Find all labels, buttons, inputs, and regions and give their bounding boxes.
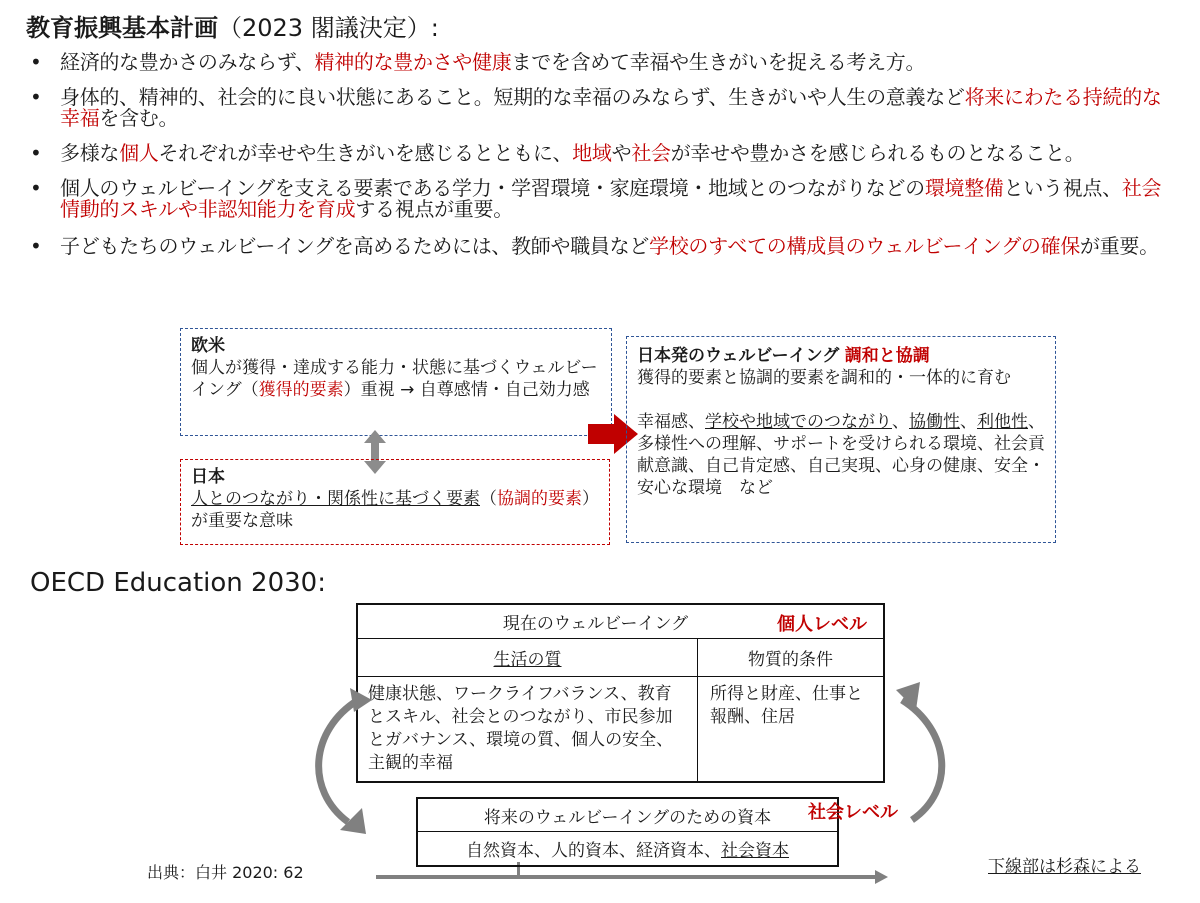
quality-of-life-items: 健康状態、ワークライフバランス、教育とスキル、社会とのつながり、市民参加とガバナンス、環境の質、個人の安全、主観的幸福 [358,677,698,781]
text-segment: 協働性 [909,412,960,432]
future-capital-header: 将来のウェルビーイングのための資本 [418,799,837,832]
text-segment: 利他性 [977,412,1028,432]
page-title [26,8,439,43]
text-segment: 地域 [572,141,612,165]
text-segment: を含む。 [99,106,179,130]
future-capital-table [416,797,839,867]
text-segment: という視点、 [1003,176,1122,200]
social-capital: 社会資本 [721,841,789,861]
western-description: 個人が獲得・達成する能力・状態に基づくウェルビーイング（獲得的要素）重視 → 自尊感情・自己効力感 [191,358,598,400]
material-conditions-header: 物質的条件 [698,639,883,677]
text-segment: 個人のウェルビーイングを支える要素である学力・学習環境・家庭環境・地域とのつながりなどの [60,176,925,200]
underline-note: 下線部は杉森による [988,857,1141,877]
text-segment: 多様な [60,141,120,165]
text-segment: 、 [960,412,977,432]
japan-origin-line: 獲得的要素と協調的要素を調和的・一体的に育む [637,368,1011,388]
text-segment: 子どもたちのウェルビーイングを高めるためには、教師や職員など [60,234,649,258]
bullet-item [30,52,1180,73]
bullet-item [30,87,1180,129]
text-segment: までを含めて幸福や生きがいを捉える考え方。 [511,50,926,74]
text-segment: それぞれが幸せや生きがいを感じるとともに、 [158,141,573,165]
quality-of-life-header: 生活の質 [358,639,698,677]
social-level-label: 社会レベル [808,802,898,823]
text-segment: 環境整備 [924,176,1004,200]
harmony-cooperation-label: 調和と協調 [844,346,930,366]
bullet-item [30,236,1180,257]
capital-list: 自然資本、人的資本、経済資本、 社会資本 [418,832,837,865]
title-suffix: （2023 閣議決定）: [218,14,439,42]
western-wellbeing-box [180,328,612,436]
japan-origin-heading: 日本発のウェルビーイング 調和と協調 [637,346,930,366]
text-segment: 、多様性への理解、サポートを受けられる環境、社会貢献意識、自己肯定感、自己実現、心身の健康、安全・安心な環境 など [637,412,1045,498]
text-segment: が幸せや豊かさを感じられるものとなること。 [670,141,1085,165]
text-segment: が重要。 [1080,234,1159,258]
text-segment: 社会 [631,141,671,165]
text-segment: する視点が重要。 [355,197,513,221]
text-segment: 学校のすべての構成員のウェルビーイングの確保 [649,234,1080,258]
western-heading: 欧米 [191,336,225,356]
material-conditions-items: 所得と財産、仕事と報酬、住居 [710,684,863,727]
bullet-item [30,178,1180,220]
japan-origin-list [637,411,1045,499]
bullet-item [30,143,1180,164]
acquisitive-element: 獲得的要素 [258,380,344,400]
text-segment: 、 [892,412,909,432]
title-main: 教育振興基本計画 [26,14,218,42]
japan-origin-wellbeing-box [626,336,1056,543]
oecd-title: OECD Education 2030: [30,568,326,598]
japan-description: 人とのつながり・関係性に基づく要素（協調的要素）が重要な意味 [191,489,599,531]
source-citation: 出典：白井 2020: 62 [147,863,304,882]
japan-heading: 日本 [191,467,225,487]
text-segment: 学校や地域でのつながり [705,412,892,432]
text-segment: 将来にわたる持続的な幸福 [60,85,1162,130]
text-segment: や [611,141,632,165]
bullet-list [30,52,1180,257]
text-segment: 社会情動的スキルや非認知能力を育成 [60,176,1162,221]
text-segment: 身体的、精神的、社会的に良い状態にあること。短期的な幸福のみならず、生きがいや人生の意義など [60,85,965,109]
japanese-wellbeing-box [180,459,610,545]
text-segment: 精神的な豊かさや健康 [314,50,512,74]
current-wellbeing-header: 現在のウェルビーイング [358,605,883,639]
text-segment: 経済的な豊かさのみならず、 [60,50,315,74]
cooperative-element: 協調的要素 [497,489,582,509]
text-segment: 幸福感、 [637,412,705,432]
individual-level-label: 個人レベル [777,614,867,635]
text-segment: 個人 [119,141,159,165]
